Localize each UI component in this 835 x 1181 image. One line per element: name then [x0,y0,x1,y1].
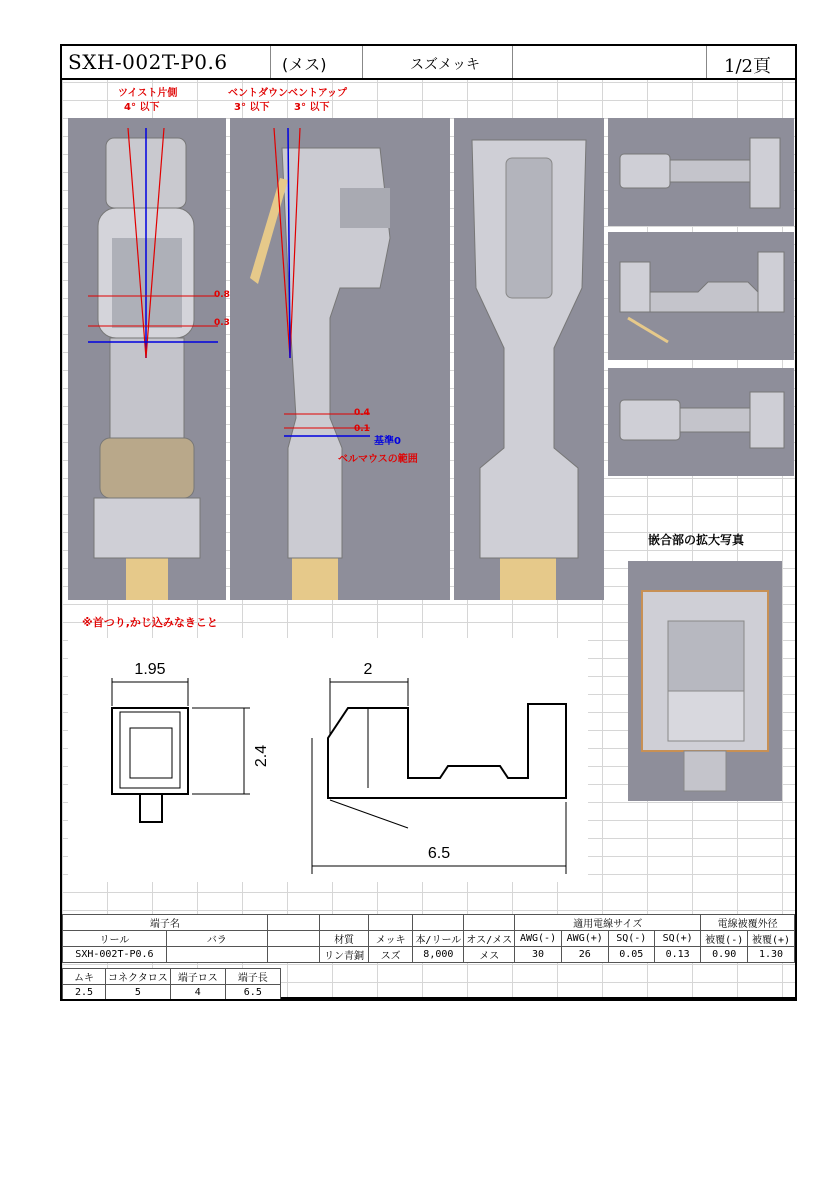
table-cell: メス [464,947,515,963]
table-header: 材質 [320,931,369,947]
twist-label: ツイスト片側 [118,88,178,99]
side-view-photo [230,118,450,600]
part-number: SXH-002T-P0.6 [68,50,228,74]
bend-down-limit: 3° 以下 [234,102,270,113]
table-header: 電線被覆外径 [701,915,795,931]
table-row [63,915,795,931]
necking-note: ※首つり,かじ込みなきこと [82,616,218,629]
table-cell: 1.30 [748,947,795,963]
gender-label: (メス) [282,55,327,74]
table-row [63,969,281,985]
header-divider [512,46,513,78]
table-cell: 0.05 [608,947,654,963]
table-header: リール [63,931,167,947]
header-bar [62,46,795,80]
table-header: SQ(+) [654,931,700,947]
table-cell: スズ [368,947,412,963]
dim-0-4: 0.4 [354,408,370,418]
table-header: ムキ [63,969,106,985]
bend-down-label: ベントダウン [228,88,288,99]
bend-up-limit: 3° 以下 [294,102,330,113]
header-divider [706,46,707,78]
table-row [63,985,281,1000]
table-header: 適用電線サイズ [515,915,701,931]
dim-0-8: 0.8 [214,290,230,300]
table-header: SQ(-) [608,931,654,947]
table-cell: 5 [106,985,171,1000]
table-header: オス/メス [464,931,515,947]
dimension-drawing [68,638,588,882]
table-cell: 0.13 [654,947,700,963]
terminal-dim-table [62,968,281,1000]
bend-up-label: ベントアップ [288,88,347,99]
bellmouth-range-label: ベルマウスの範囲 [338,454,418,465]
table-row [63,947,795,963]
plating-label: スズメッキ [410,57,480,73]
dim-0-1: 0.1 [354,424,370,434]
table-cell: 4 [170,985,225,1000]
table-cell: 30 [515,947,562,963]
table-header: 端子長 [225,969,280,985]
bottom-rule [60,999,797,1001]
twist-limit: 4° 以下 [124,102,160,113]
table-cell: 26 [561,947,608,963]
top-dim: 2 [363,661,373,678]
header-divider [362,46,363,78]
height-dim: 2.4 [253,744,270,768]
datum-label-2: 基準0 [374,436,401,447]
closeup-caption: 嵌合部の拡大写真 [648,533,745,547]
table-header: バラ [166,931,267,947]
reel-photo-3 [608,368,794,476]
table-header: 本/リール [413,931,464,947]
reel-photo-1 [608,118,794,226]
table-header: 被覆(-) [701,931,748,947]
dim-0-3: 0.3 [214,318,230,328]
header-divider [270,46,271,78]
reel-photo-2 [608,232,794,360]
table-row [63,931,795,947]
table-header: 端子名 [63,915,268,931]
table-header: 端子ロス [170,969,225,985]
table-header: メッキ [368,931,412,947]
closeup-photo [628,561,782,801]
page-number: 1/2頁 [724,56,771,77]
table-cell: 2.5 [63,985,106,1000]
table-cell: 8,000 [413,947,464,963]
front-view-photo [68,118,230,600]
table-cell: SXH-002T-P0.6 [63,947,167,963]
table-header: AWG(+) [561,931,608,947]
spec-table [62,914,795,963]
table-header: コネクタロス [106,969,171,985]
table-cell: 6.5 [225,985,280,1000]
spec-sheet [60,44,797,999]
table-header: AWG(-) [515,931,562,947]
table-header: 被覆(+) [748,931,795,947]
table-cell: リン青銅 [320,947,369,963]
table-cell: 0.90 [701,947,748,963]
top-view-photo [454,118,604,600]
length-dim: 6.5 [427,845,451,862]
width-dim: 1.95 [134,661,166,678]
